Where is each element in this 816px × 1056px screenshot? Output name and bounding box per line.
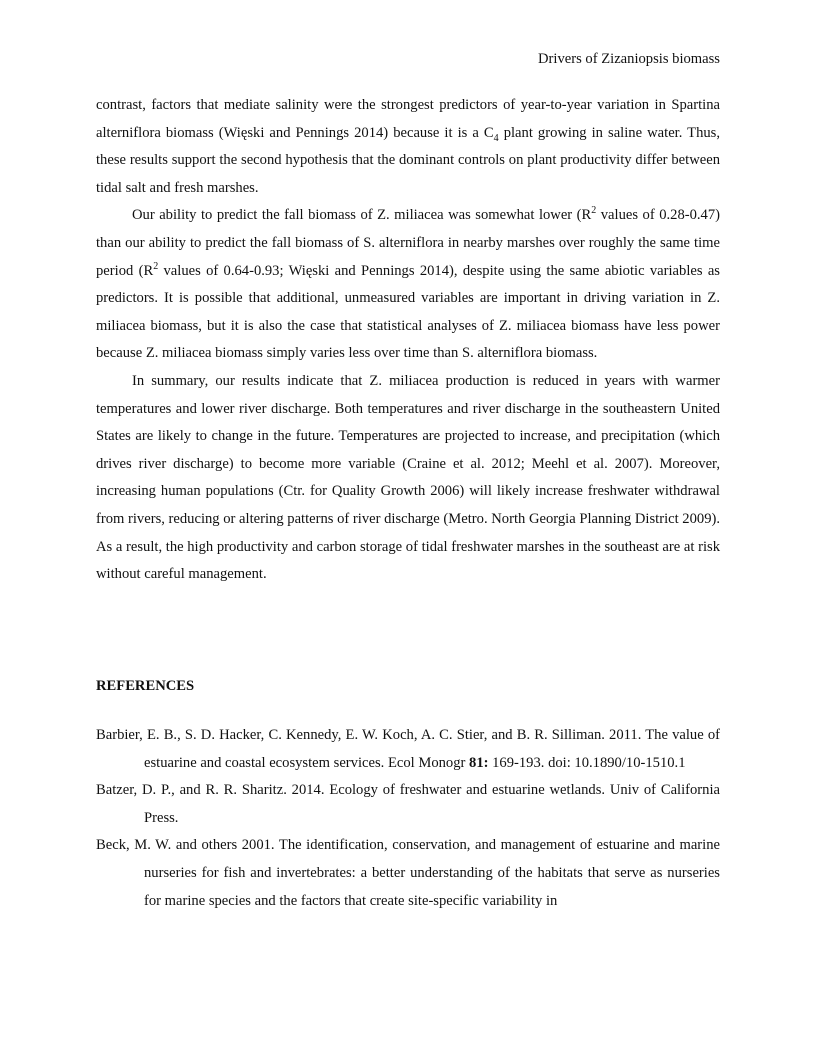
paragraph-text: values of 0.28-0.47) than our ability to predict the fall biomass of S. alterniflora in nearby marshes over roughly the same time period (R [96, 207, 720, 279]
paragraph-summary: In summary, our results indicate that Z. miliacea production is reduced in years with warmer temperatures and lower river discharge. Both temperatures and river discharge in the southeastern United States are likely to change in the future. Temperatures are projected to increase, and precipitation (which drives river discharge) to become more variable (Craine et al. 2012; Meehl et al. 2007). Moreover, increasing human populations (Ctr. for Quality Growth 2006) will likely increase freshwater withdrawal from rivers, reducing or altering patterns of river discharge (Metro. North Georgia Planning District 2009). As a result, the high productivity and carbon storage of tidal freshwater marshes in the southeast are at risk without careful management. [96, 372, 720, 583]
reference-text: 169-193. doi: 10.1890/10-1510.1 [488, 754, 686, 771]
reference-volume: 81: [469, 754, 489, 771]
paragraph-salinity-contrast [96, 92, 720, 202]
reference-text: Beck, M. W. and others 2001. The identification, conservation, and management of estuarine and marine nurseries for fish and invertebrates: a better understanding of the habitats that serve as nurseries for marine species and the factors that create site-specific variability in [96, 837, 720, 909]
subscript: 4 [493, 132, 499, 144]
reference-item [96, 777, 720, 832]
superscript: 2 [591, 205, 597, 217]
paragraph-text: contrast, factors that mediate salinity were the strongest predictors of year-to-year variation in Spartina alterniflora biomass (Więski and Pennings 2014) because it is a C [96, 97, 720, 141]
reference-text: Barbier, E. B., S. D. Hacker, C. Kennedy, E. W. Koch, A. C. Stier, and B. R. Silliman. 2011. The value of estuarine and coastal ecosystem services. Ecol Monogr [96, 727, 720, 771]
reference-list [96, 722, 720, 915]
main-text [96, 92, 720, 589]
reference-text: Batzer, D. P., and R. R. Sharitz. 2014. Ecology of freshwater and estuarine wetlands. Univ of California Press. [96, 782, 720, 826]
references-heading: REFERENCES [96, 678, 195, 694]
superscript: 2 [153, 260, 159, 272]
running-header: Drivers of Zizaniopsis biomass [538, 51, 720, 67]
paragraph-text: plant growing in saline water. Thus, these results support the second hypothesis that the dominant controls on plant productivity differ between tidal salt and fresh marshes. [96, 124, 720, 196]
paragraph-text: Our ability to predict the fall biomass of Z. miliacea was somewhat lower (R [132, 207, 592, 224]
reference-item [96, 832, 720, 915]
paragraph-text: values of 0.64-0.93; Więski and Pennings 2014), despite using the same abiotic variables as predictors. It is possible that additional, unmeasured variables are important in driving variation in Z. miliacea biomass, but it is also the case that statistical analyses of Z. miliacea biomass have less power because Z. miliacea biomass simply varies less over time than S. alterniflora biomass. [96, 262, 720, 362]
paragraph-prediction-ability [96, 202, 720, 368]
reference-item [96, 722, 720, 777]
